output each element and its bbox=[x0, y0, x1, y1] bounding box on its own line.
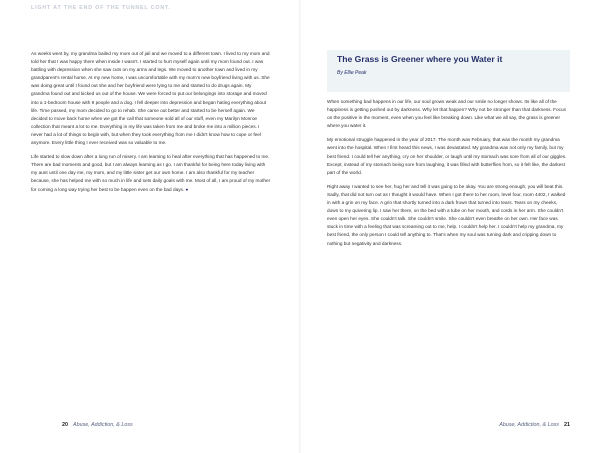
story-title: The Grass is Greener where you Water it bbox=[337, 54, 503, 64]
left-page-text bbox=[31, 50, 271, 200]
folio-right bbox=[499, 422, 570, 428]
page-number: 20 bbox=[62, 422, 68, 428]
paragraph: Right away I wanted to see her, hug her and tell it was going to be okay. You are strong enough, you will beat this. Sadly, that did not turn out as I thought it would have. When I got there to her room, level four, room 4402, I walked in with a grin on my face. A grin that shortly turned into a dark frown that turned into tears. Tears on my cheeks, down to my quivering lip. I saw her there, on the bed with a tube on her mouth, and cords in her arm. She couldn't even open her eyes. She couldn't talk. She couldn't smile. She couldn't even breathe on her own. Her face was stuck in time with a feeling that was screaming out to me, help. I couldn't help her. I couldn't help my grandma, my best friend, the only person I could tell anything to. That's when my soul was turning dark and cripping down to nothing but negativity and darkness. bbox=[327, 183, 566, 246]
end-mark-icon: ● bbox=[185, 186, 189, 192]
paragraph: When something bad happens in our life, our soul grows weak and our smile no longer shows. Its like all of the happiness is getting pushed out by darkness. Why let that happen? Why not be stronger than that darkness. Focus on the positive in the moment, even when you feel like breaking down. Like what we all say, the grass is greener where you water it. bbox=[327, 99, 566, 129]
gutter-shadow bbox=[299, 0, 301, 453]
folio-left bbox=[62, 422, 133, 428]
paragraph: My emotional struggle happened in the year of 2017. The month was February, that was the month my grandma went into the hospital. When I first heard this news, I was devastated. My grandma was not only my family, but my best friend. I could tell her anything, cry on her shoulder, or laugh until my stomach was sore from all of our giggles. Except, instead of my stomach being sore from laughing, it was filled with butterflies from, so it felt like, the darkest part of the world. bbox=[327, 137, 567, 175]
left-page bbox=[31, 0, 274, 453]
right-page bbox=[327, 0, 570, 453]
paragraph-text: Life started to slow down after a long run of misery. I am learning to heal after everything that has happened to me. There are bad moments and good, but I am always learning as I go. I am thankful for being here today living with my aunt until one day me, my mom, and my little sister get our own home. I am also thankful for my teacher because, she has helped me with so much in life and sets daily goals with me. Most of all, I am proud of my mother for coming a long way trying her best to be happen even on the bad days. bbox=[31, 154, 271, 192]
right-page-text bbox=[327, 98, 567, 254]
running-head: LIGHT AT THE END OF THE TUNNEL CONT. bbox=[31, 5, 171, 11]
page-number: 21 bbox=[564, 422, 570, 428]
book-title: Abuse, Addiction, & Loss bbox=[499, 422, 559, 428]
paragraph: As weeks went by, my grandma bailed my mom out of jail and we moved to a different town. I lived to my mom and told her that I was happy there when inside I wasn't. I started to hurt myself again until my mom found out. I was battling with depression when she saw cuts on my arms and legs. We moved to another town and lived in my grandparent's rental home. At my new home, I was uncomfortable with my mom's new boyfriend living with us. She was doing great until I found out she and her boyfriend were lying to me and started to do drugs again. My grandma found out and kicked us out of the house. We were forced to put our belongings into storage and moved into a 1-bedroom house with 9 people and a dog. I fell deeper into depression and began hating everything about life. Time passed, my mom decided to go to rehab. She came out better and started to be herself again. We decided to move back home when we got the call that someone sold all of our stuff, even my Marilyn Monroe collection that meant a lot to me. Everything in my life was taken from me and broke me into a million pieces. I never had a lot of things to begin with, but when they took everything from me I didn't know how to cope or feel anymore. Every little thing I ever received was so valuable to me. bbox=[31, 51, 270, 146]
paragraph bbox=[31, 153, 271, 193]
story-author: By Ellie Peak bbox=[337, 70, 367, 76]
book-title: Abuse, Addiction, & Loss bbox=[73, 422, 133, 428]
